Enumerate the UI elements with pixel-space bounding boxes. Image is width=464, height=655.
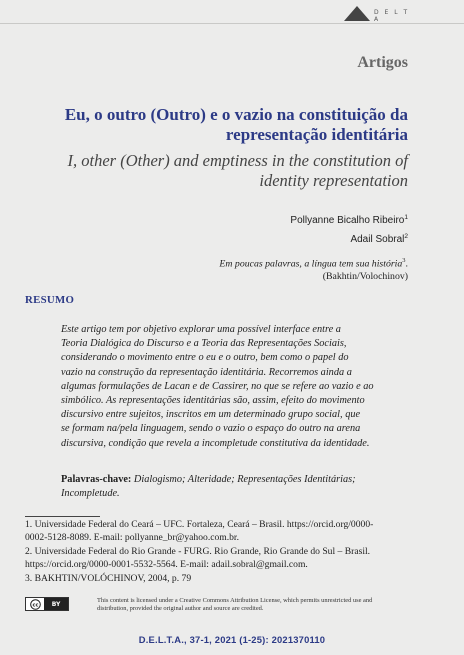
cc-by-badge[interactable] <box>25 597 69 611</box>
keywords-label: Palavras-chave: <box>61 474 132 485</box>
abstract-text <box>61 323 406 451</box>
keywords-value-continued: Incompletude. <box>61 488 120 500</box>
abstract-line: Teoria Dialógica do Discurso e a Teoria das Representações Sociais, <box>61 338 347 350</box>
epigraph-footnote-ref[interactable]: 3 <box>402 257 406 264</box>
title-english <box>28 151 408 191</box>
delta-logo <box>342 4 412 24</box>
footnote-line: https://orcid.org/0000-0001-5532-5564. E-mail: adail.sobral@gmail.com. <box>25 559 308 570</box>
footnotes <box>25 518 410 586</box>
epigraph-source: (Bakhtin/Volochinov) <box>322 271 408 283</box>
license-line: This content is licensed under a Creative Commons Attribution License, which permits unrestricted use and <box>97 597 373 604</box>
abstract-line: considerando o movimento entre o eu e o outro, bem como o papel do <box>61 352 349 364</box>
keywords-value: Dialogismo; Alteridade; Representações Identitárias; <box>131 474 356 485</box>
abstract-line: discursivo entre sujeitos, inscritos em um determinado grupo social, que <box>61 409 361 421</box>
license-line: distribution, provided the original author and source are credited. <box>97 605 264 612</box>
footnote <box>25 572 410 585</box>
abstract-line: algumas formulações de Lacan e de Cassirer, no que se refere ao vazio e ao <box>61 380 374 392</box>
cc-by-label: BY <box>44 598 68 610</box>
header-rule <box>0 23 464 24</box>
journal-citation: D.E.L.T.A., 37-1, 2021 (1-25): 2021370110 <box>138 634 326 645</box>
epigraph-period: . <box>405 258 408 270</box>
epigraph <box>219 254 408 283</box>
footnote-line: 0002-5128-8089. E-mail: pollyanne_br@yahoo.com.br. <box>25 532 239 543</box>
footnote-line: 2. Universidade Federal do Rio Grande - FURG. Rio Grande, Rio Grande do Sul – Brasil. <box>25 546 371 557</box>
triangle-logo-icon <box>342 4 372 22</box>
epigraph-quote-line <box>219 254 408 270</box>
abstract-line: discursiva, condição que revela a incompletude constitutiva da identidade. <box>61 437 370 449</box>
section-label: Artigos <box>357 54 408 71</box>
author-list <box>290 210 408 248</box>
author-name: Adail Sobral <box>350 234 405 245</box>
abstract-line: Este artigo tem por objetivo explorar uma possível interface entre a <box>61 324 341 335</box>
footnote-line: 3. BAKHTIN/VOLÓCHINOV, 2004, p. 79 <box>25 573 192 584</box>
title-portuguese <box>48 105 408 145</box>
title-en-line: I, other (Other) and emptiness in the constitution of <box>67 151 408 170</box>
license-text <box>97 597 412 613</box>
abstract-heading: RESUMO <box>25 294 75 306</box>
title-pt-line: representação identitária <box>225 125 408 144</box>
author-name: Pollyanne Bicalho Ribeiro <box>290 215 405 226</box>
title-en-line: identity representation <box>259 171 408 190</box>
epigraph-quote: Em poucas palavras, a língua tem sua história <box>219 258 403 270</box>
footnote-line: 1. Universidade Federal do Ceará – UFC. Fortaleza, Ceará – Brasil. https://orcid.org/0000- <box>25 519 374 530</box>
logo-text: D E L T A <box>374 9 410 23</box>
keywords-line <box>61 473 406 487</box>
cc-icon <box>26 598 44 610</box>
title-pt-line: Eu, o outro (Outro) e o vazio na constituição da <box>64 105 408 124</box>
keywords <box>61 473 406 501</box>
footnote-separator <box>25 516 100 517</box>
footnote <box>25 545 410 571</box>
abstract-line: se formam na/pela linguagem, sendo o vazio o espaço do outro na arena <box>61 423 361 435</box>
svg-text:cc: cc <box>32 602 38 609</box>
abstract-line: vazio na construção da representação identitária. Recorremos ainda a <box>61 366 352 378</box>
author-footnote-ref[interactable]: 2 <box>404 233 408 240</box>
author <box>290 210 408 229</box>
author <box>290 229 408 248</box>
author-footnote-ref[interactable]: 1 <box>404 214 408 221</box>
footnote <box>25 518 410 544</box>
abstract-line: simbólico. As representações identitárias são, assim, efeito do movimento <box>61 395 365 407</box>
